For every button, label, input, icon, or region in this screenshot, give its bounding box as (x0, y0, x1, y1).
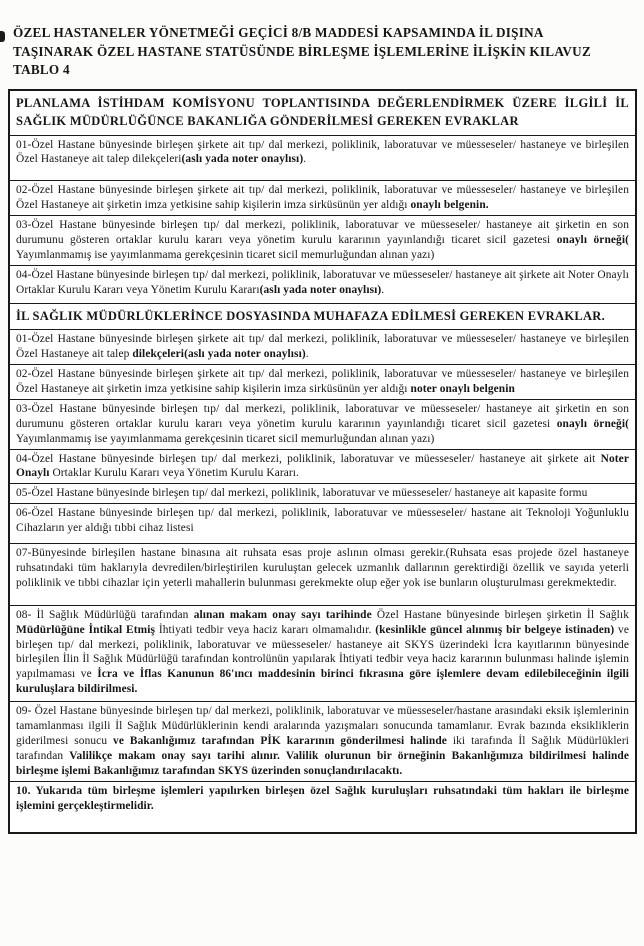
text-segment: 04-Özel Hastane bünyesinde birleşen tıp/ dal merkezi, poliklinik, laboratuvar ve müesseseler/ hastaneye ait şirkete ait (16, 452, 601, 465)
text-segment: 03-Özel Hastane bünyesinde birleşen tıp/ dal merkezi, poliklinik, laboratuvar ve müesseseler/ hastaneye ait şirketin en son durumunu gösteren ortaklar kurulu kararı veya yönetim kurulu kararının yayınlandığı ticaret sicil gazetesi (16, 402, 629, 430)
document-item-row (10, 781, 635, 832)
text-segment: . (381, 283, 385, 296)
document-item-row (10, 605, 635, 701)
text-segment: Yayımlanmamış ise yayımlanmama gerekçesinin ticaret sicil memurluğundan alınan yazı) (16, 432, 435, 445)
document-item-row (10, 180, 635, 215)
text-segment: 01-Özel Hastane bünyesinde birleşen şirkete ait tıp/ dal merkezi, poliklinik, laboratuvar ve müesseseler/ hastaneye ve birleşilen Özel Hastaneye ait talep (16, 333, 629, 361)
text-segment: . (303, 153, 307, 166)
document-item-row (10, 483, 635, 503)
text-segment: 06-Özel Hastane bünyesinde birleşen tıp/ dal merkezi, poliklinik, laboratuvar ve müesseseler/ hastane ait Teknoloji Yoğunluklu Cihazların yer aldığı tıbbi cihaz listesi (16, 507, 629, 535)
document-page (0, 24, 644, 834)
text-segment: 01-Özel Hastane bünyesinde birleşen şirkete ait tıp/ dal merkezi, poliklinik, laboratuvar ve müesseseler/ hastaneye ve birleşilen Özel Hastaneye ait talep dilekçeleri (16, 138, 629, 166)
text-segment: 09- Özel Hastane bünyesinde birleşen tıp/ dal merkezi, poliklinik, laboratuvar ve müesseseler/hastane arasındaki eksik işlemlerinin tamamlanması ilgili İl Sağlık Müdürlüklerinin kendi aralarında yazışmaları sonucunda tamamlanır. Evrak bazında eksikliklerin giderilmesi sonucu (16, 705, 629, 747)
text-segment: Özel Hastane bünyesinde birleşen şirketin İl Sağlık (371, 608, 629, 621)
document-item-row (10, 701, 635, 781)
text-segment: ve Bakanlığımız tarafından PİK kararının gönderilmesi halinde (113, 735, 447, 747)
document-item-row (10, 329, 635, 364)
document-title (13, 24, 630, 80)
section-header-row (10, 303, 635, 330)
document-title-line: TAŞINARAK ÖZEL HASTANE STATÜSÜNDE BİRLEŞME İŞLEMLERİNE İLİŞKİN KILAVUZ (13, 43, 591, 59)
document-title-line: TABLO 4 (13, 62, 70, 77)
text-segment: Noter Onaylı (16, 452, 629, 480)
document-item-row (10, 135, 635, 181)
text-segment: onaylı örneği( (556, 234, 629, 247)
text-segment: onaylı örneği( (556, 417, 629, 430)
text-segment: 10. Yukarıda tüm birleşme işlemleri yapılırken birleşen özel Sağlık kuruluşları ruhsatındaki tüm hakları ile birleşme işlemini gerçekleştirmelidir. (16, 784, 629, 812)
document-title-line: ÖZEL HASTANELER YÖNETMEĞİ GEÇİCİ 8/B MADDESİ KAPSAMINDA İL DIŞINA (13, 25, 544, 40)
text-segment: . (305, 348, 309, 361)
text-segment: (aslı yada noter onaylısı) (181, 153, 304, 166)
text-segment: İhtiyati tedbir veya haciz kararı olmamalıdır. (155, 623, 376, 636)
document-item-row (10, 543, 635, 605)
text-segment: 02-Özel Hastane bünyesinde birleşen şirkete ait tıp/ dal merkezi, poliklinik, laboratuvar ve müesseseler/ hastaneye ve birleşilen Özel Hastaneye ait şirketin imza yetkisine sahip kişilerin imza sirküsünün yer aldığı (16, 184, 629, 212)
text-segment: 05-Özel Hastane bünyesinde birleşen tıp/ dal merkezi, poliklinik, laboratuvar ve müesseseler/ hastaneye ait kapasite formu (16, 487, 588, 500)
text-segment: dilekçeleri(aslı yada noter onaylısı) (132, 348, 306, 361)
text-segment: (kesinlikle güncel alınmış bir belgeye istinaden) (375, 623, 615, 636)
text-segment: Ortaklar Kurulu Kararı veya Yönetim Kurulu Kararı. (49, 467, 300, 480)
text-segment: 03-Özel Hastane bünyesinde birleşen tıp/ dal merkezi, poliklinik, laboratuvar ve müesseseler/ hastaneye ait şirketin en son durumunu gösteren ortaklar kurulu kararı veya yönetim kurulu kararının yayınlandığı ticaret sicil gazetesi (16, 219, 629, 247)
scan-smudge (0, 31, 5, 42)
text-segment: Valilikçe makam onay sayı tarihi alınır. Valilik olurunun bir örneğinin Bakanlığımıza bildirilmesi halinde birleşme işlemi Bakanlığımız tarafından SKYS üzerinden sonuçlandırılacaktı. (16, 749, 630, 777)
document-item-row (10, 449, 635, 484)
text-segment: PLANLAMA İSTİHDAM KOMİSYONU TOPLANTISINDA DEĞERLENDİRMEK ÜZERE İLGİLİ İL SAĞLIK MÜDÜRLÜĞÜNCE BAKANLIĞA GÖNDERİLMESİ GEREKEN EVRAKLAR (16, 95, 629, 128)
document-item-row (10, 215, 635, 265)
text-segment: Yayımlanmamış ise yayımlanmama gerekçesinin ticaret sicil memurluğundan alınan yazı) (16, 248, 435, 261)
text-segment: onaylı belgenin. (410, 199, 489, 212)
text-segment: (aslı yada noter onaylısı) (259, 283, 382, 296)
text-segment: noter onaylı belgenin (410, 382, 515, 395)
text-segment: İL SAĞLIK MÜDÜRLÜKLERİNCE DOSYASINDA MUHAFAZA EDİLMESİ GEREKEN EVRAKLAR. (16, 308, 606, 323)
document-item-row (10, 364, 635, 399)
text-segment: iki tarafında İl Sağlık Müdürlükleri tarafından (16, 735, 629, 762)
text-segment: ve birleşen tıp/ dal merkezi, poliklinik, laboratuvar ve müesseseler/ hastaneye ait SKYS üzerindeki İcra kayıtlarının bünyesinde birleşilen İlin İl Sağlık Müdürlüğü tarafından kontrolünün yapılarak İhtiyati tedbir veya haciz kararının bulunması halinde işlemin yapılmaması ve (16, 623, 629, 681)
text-segment: 07-Bünyesinde birleşilen hastane binasına ait ruhsata esas proje aslının olması gerekir.(Ruhsata esas projede özel hastaneye ruhsatındaki tüm haklarıyla devredilen/birleştirilen kuruluştan gelecek uzmanlık dallarının gerektirdiği özellik ve sayıda yeterli poliklinik ve tıbbi cihazlar için yeterli mahallerin bulunması gerekmekte olup eğer yok ise bunların oluşturulması gerekmektedir. (16, 547, 629, 589)
text-segment: 08- İl Sağlık Müdürlüğü tarafından (16, 608, 194, 621)
text-segment: İcra ve İflas Kanunun 86'ıncı maddesinin birinci fıkrasına göre işlemlere devam edilebileceğinin ilgili kuruluşlara bildirilmesi. (16, 668, 629, 696)
document-table (8, 89, 637, 834)
text-segment: Müdürlüğüne İntikal Etmiş (16, 623, 156, 636)
document-item-row (10, 399, 635, 449)
document-item-row (10, 265, 635, 303)
text-segment: alınan makam onay sayı tarihinde (193, 608, 372, 621)
text-segment: 04-Özel Hastane bünyesinde birleşen tıp/ dal merkezi, poliklinik, laboratuvar ve müesseseler/ hastaneye ait şirkete ait Noter Onaylı Ortaklar Kurulu Kararı veya Yönetim Kurulu Kararı (16, 268, 629, 296)
document-item-row (10, 503, 635, 543)
text-segment: 02-Özel Hastane bünyesinde birleşen şirkete ait tıp/ dal merkezi, poliklinik, laboratuvar ve müesseseler/ hastaneye ve birleşilen Özel Hastaneye ait şirketin imza yetkisine sahip kişilerin imza sirküsünün yer aldığı (16, 367, 629, 395)
section-header-row (10, 91, 635, 135)
